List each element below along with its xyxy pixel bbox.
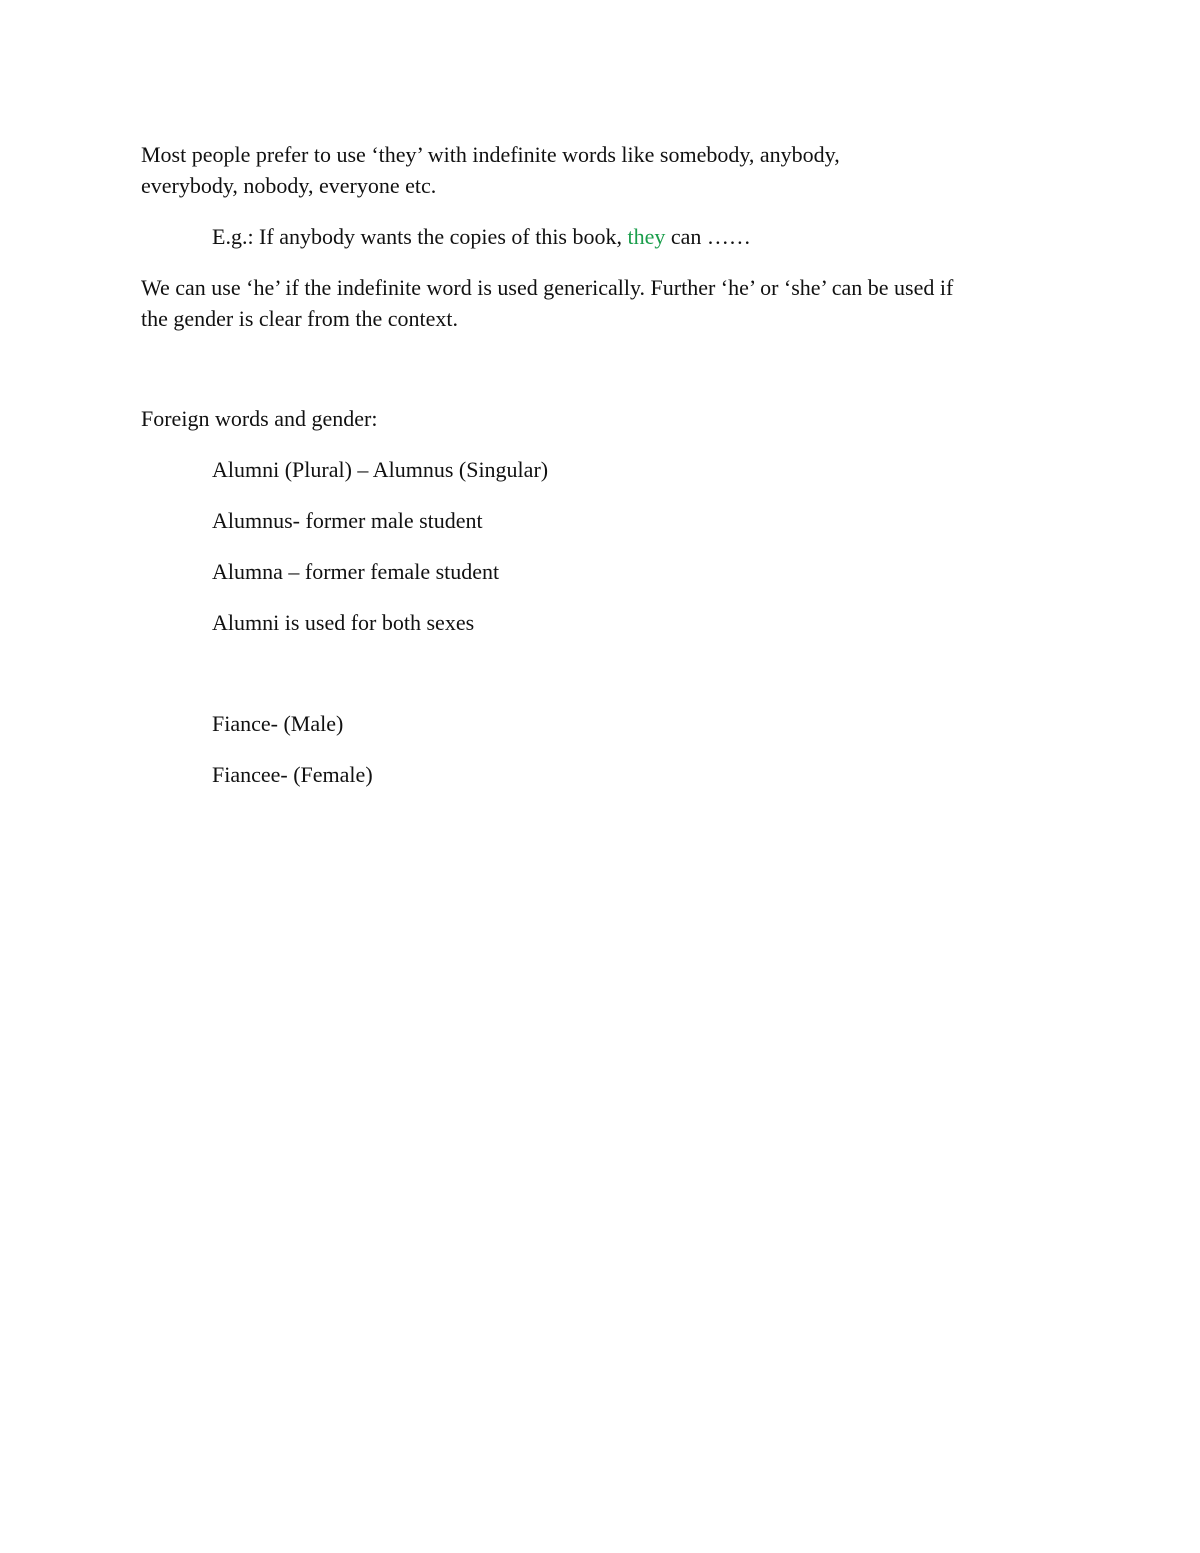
list-item: Alumnus- former male student <box>212 508 483 533</box>
paragraph-1-line-2: everybody, nobody, everyone etc. <box>141 173 437 198</box>
list-item: Fiancee- (Female) <box>212 762 373 787</box>
example-suffix: can …… <box>665 224 751 249</box>
paragraph-2-line-1: We can use ‘he’ if the indefinite word is used generically. Further ‘he’ or ‘she’ can be used if <box>141 275 954 300</box>
example-highlight: they <box>627 224 666 249</box>
list-item: Alumni is used for both sexes <box>212 610 475 635</box>
paragraph-1-line-1: Most people prefer to use ‘they’ with indefinite words like somebody, anybody, <box>141 142 840 167</box>
section-heading: Foreign words and gender: <box>141 406 378 431</box>
example-prefix: E.g.: If anybody wants the copies of this book, <box>212 224 628 249</box>
example-line <box>212 224 751 250</box>
list-item: Fiance- (Male) <box>212 711 344 736</box>
paragraph-2-line-2: the gender is clear from the context. <box>141 306 459 331</box>
list-item: Alumna – former female student <box>212 559 500 584</box>
list-item: Alumni (Plural) – Alumnus (Singular) <box>212 457 549 482</box>
